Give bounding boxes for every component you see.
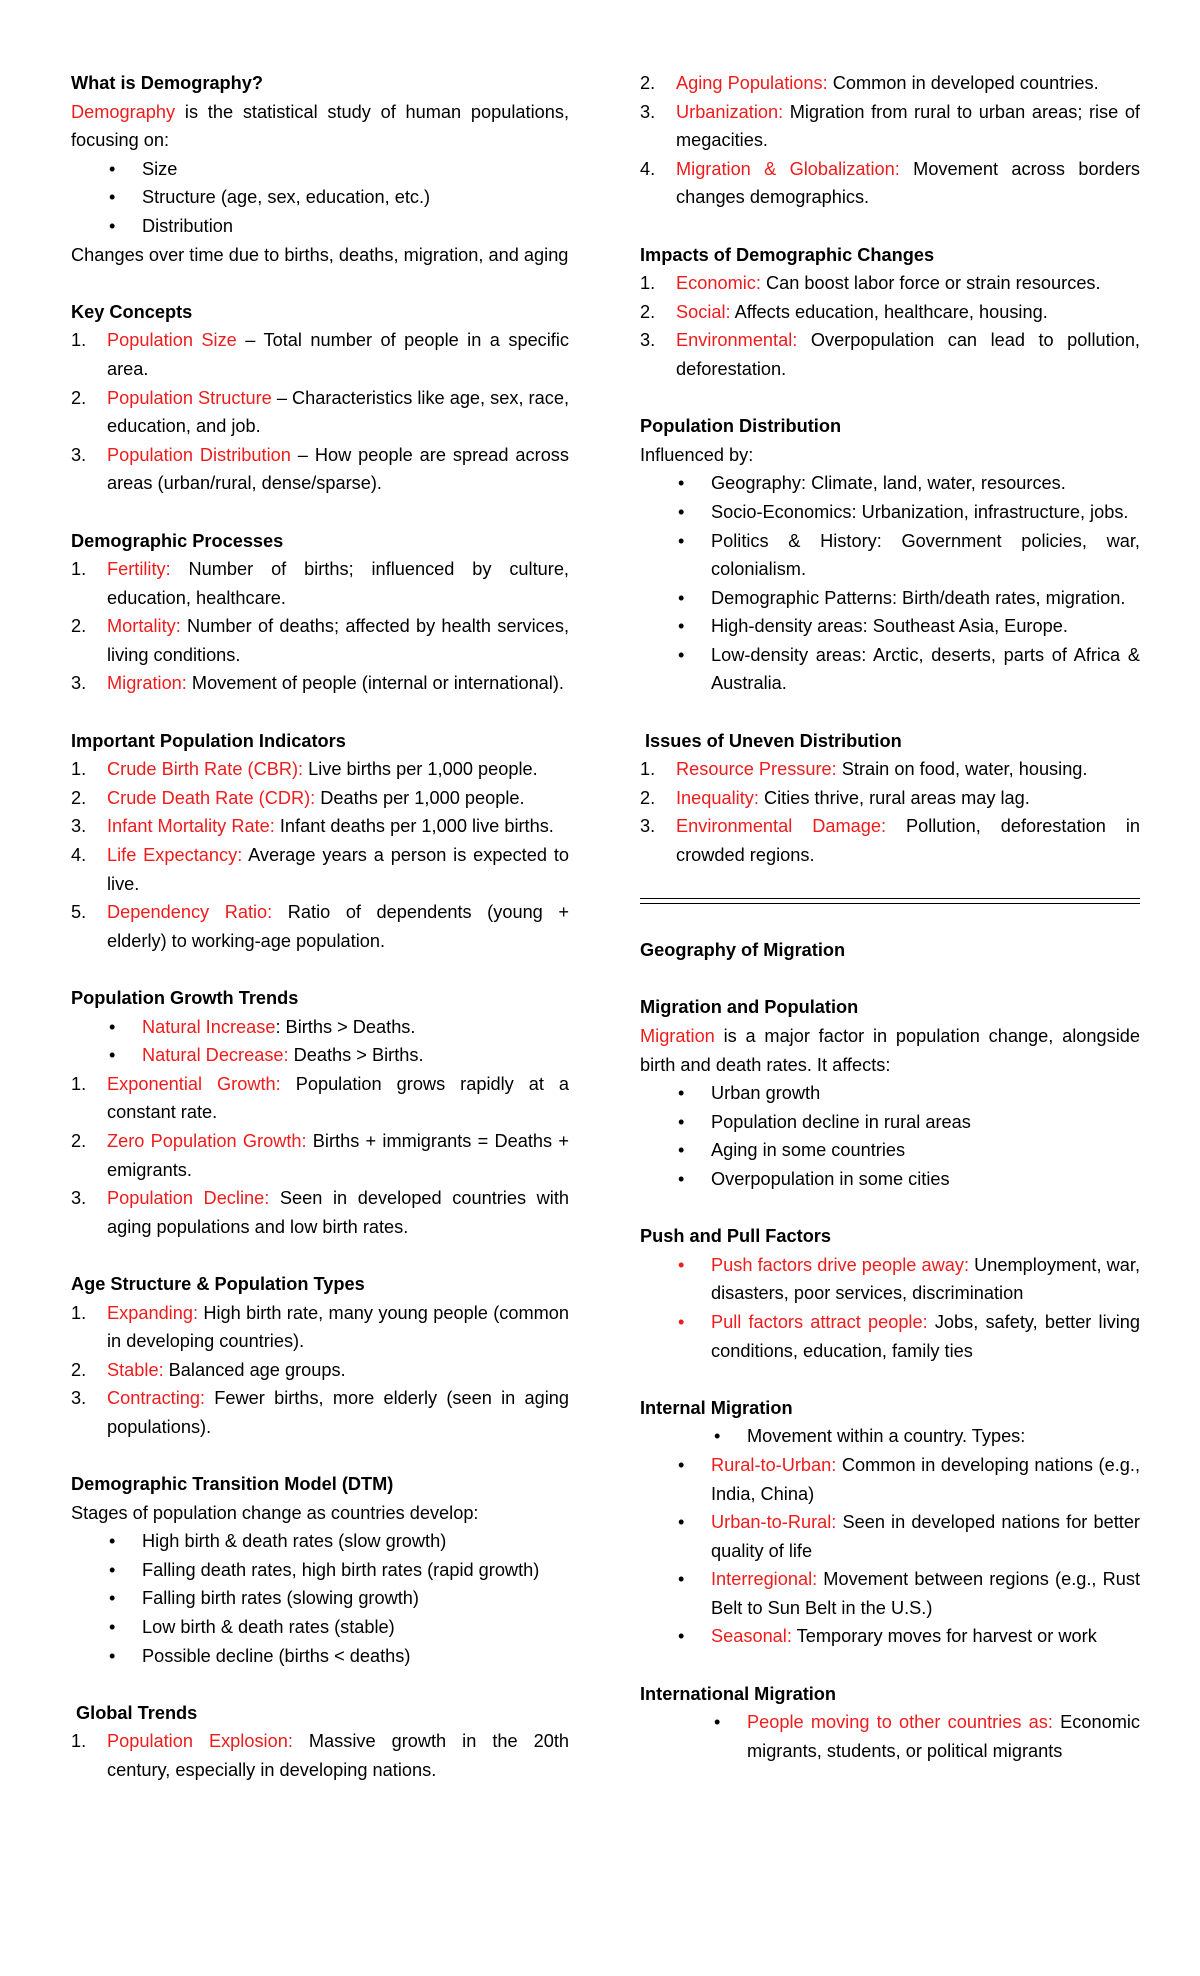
list-item: 2. Aging Populations: Common in developed countries.: [640, 73, 1099, 93]
bullet-icon: •: [678, 1111, 685, 1132]
section-heading: Key Concepts: [71, 301, 193, 322]
bullet-icon: •: [109, 187, 116, 208]
list-item: • Structure (age, sex, education, etc.): [71, 183, 569, 212]
intro-paragraph: Influenced by:: [640, 444, 754, 465]
list-item: 3. Infant Mortality Rate: Infant deaths per 1,000 live births.: [71, 816, 554, 837]
list-item: • Natural Increase: Births > Deaths.: [71, 1013, 569, 1042]
bullet-icon: •: [109, 1617, 116, 1638]
list-item: 1. Fertility: Number of births; influenced by culture, education, healthcare.: [71, 559, 569, 608]
section-heading: Issues of Uneven Distribution: [645, 730, 902, 751]
list-item: • Possible decline (births < deaths): [71, 1642, 569, 1671]
bullet-list: [640, 1251, 1140, 1365]
bullet-icon: •: [714, 1712, 721, 1733]
list-item: • Rural-to-Urban: Common in developing nations (e.g., India, China): [640, 1451, 1140, 1508]
list-item: 1. Economic: Can boost labor force or strain resources.: [640, 273, 1101, 294]
section-age-structure: [71, 1270, 569, 1442]
list-item: • Size: [71, 155, 569, 184]
section-uneven-distribution: [640, 727, 1140, 870]
list-item: 1. Expanding: High birth rate, many young people (common in developing countries).: [71, 1302, 569, 1352]
list-item: • Movement within a country. Types:: [640, 1422, 1140, 1451]
numbered-list: [71, 1727, 569, 1784]
list-item: 4. Life Expectancy: Average years a person is expected to live.: [71, 845, 569, 894]
bullet-icon: •: [678, 1083, 685, 1104]
section-dtm: [71, 1470, 569, 1670]
section-heading: Migration and Population: [640, 997, 859, 1018]
bullet-icon: •: [678, 1311, 685, 1332]
section-heading: Global Trends: [76, 1702, 198, 1723]
intro-paragraph: Stages of population change as countries develop:: [71, 1502, 479, 1523]
section-heading: Population Distribution: [640, 416, 842, 437]
list-item: • Distribution: [71, 212, 569, 241]
list-item: 2. Inequality: Cities thrive, rural areas may lag.: [640, 787, 1030, 808]
bullet-icon: •: [678, 1168, 685, 1189]
list-item: • Urban growth: [640, 1079, 1140, 1108]
intro-paragraph: Migration is a major factor in population change, alongside birth and death rates. It affects:: [640, 1026, 1140, 1075]
bullet-icon: •: [109, 1045, 116, 1066]
list-item: • Push factors drive people away: Unemployment, war, disasters, poor services, discrimination: [640, 1251, 1140, 1308]
numbered-list: [640, 755, 1140, 869]
numbered-list: [71, 1070, 569, 1242]
list-item: 1. Crude Birth Rate (CBR): Live births per 1,000 people.: [71, 759, 538, 780]
section-global-trends: [71, 1699, 569, 1785]
bullet-icon: •: [678, 1140, 685, 1161]
bullet-icon: •: [678, 1569, 685, 1590]
numbered-list: [71, 326, 569, 498]
list-item: 2. Zero Population Growth: Births + immigrants = Deaths + emigrants.: [71, 1130, 569, 1180]
bullet-icon: •: [678, 1626, 685, 1647]
list-item: • Pull factors attract people: Jobs, safety, better living conditions, education, family ties: [640, 1308, 1140, 1365]
bullet-icon: •: [678, 1454, 685, 1475]
bullet-list: [640, 1708, 1140, 1765]
list-item: • Urban-to-Rural: Seen in developed nations for better quality of life: [640, 1508, 1140, 1565]
section-key-concepts: [71, 298, 569, 498]
bullet-icon: •: [109, 1016, 116, 1037]
list-item: 3. Population Decline: Seen in developed countries with aging populations and low birth rates.: [71, 1188, 570, 1237]
section-heading: Geography of Migration: [640, 940, 846, 961]
section-heading: What is Demography?: [71, 73, 263, 93]
term: Migration: [640, 1026, 715, 1046]
list-item: • Natural Decrease: Deaths > Births.: [71, 1041, 569, 1070]
list-item: • Low birth & death rates (stable): [71, 1613, 569, 1642]
double-rule-divider: [640, 898, 1140, 904]
bullet-icon: •: [678, 501, 685, 522]
bullet-list: [71, 1527, 569, 1670]
list-item: 1. Exponential Growth: Population grows rapidly at a constant rate.: [71, 1073, 569, 1123]
bullet-list: [640, 469, 1140, 698]
list-item: 2. Social: Affects education, healthcare, housing.: [640, 301, 1048, 322]
section-impacts: [640, 241, 1140, 384]
list-item: • Interregional: Movement between regions (e.g., Rust Belt to Sun Belt in the U.S.): [640, 1565, 1140, 1622]
list-item: • People moving to other countries as: Economic migrants, students, or political migrants: [640, 1708, 1140, 1765]
bullet-icon: •: [678, 530, 685, 551]
bullet-icon: •: [678, 616, 685, 637]
section-heading: Push and Pull Factors: [640, 1226, 832, 1247]
numbered-list: [71, 1299, 569, 1442]
bullet-icon: •: [109, 1588, 116, 1609]
list-item: 2. Mortality: Number of deaths; affected by health services, living conditions.: [71, 616, 569, 665]
section-internal-migration: [640, 1394, 1140, 1651]
bullet-icon: •: [109, 1531, 116, 1552]
list-item: • Seasonal: Temporary moves for harvest or work: [640, 1622, 1140, 1651]
bullet-list: [71, 155, 569, 241]
section-heading: Internal Migration: [640, 1397, 793, 1418]
list-item: • Aging in some countries: [640, 1136, 1140, 1165]
numbered-list: [71, 755, 569, 955]
term: Demography: [71, 101, 176, 122]
bullet-icon: •: [109, 1559, 116, 1580]
list-item: 4. Migration & Globalization: Movement across borders changes demographics.: [640, 158, 1140, 208]
bullet-list: [640, 1451, 1140, 1651]
list-item: • Geography: Climate, land, water, resources.: [640, 469, 1140, 498]
list-item: • Falling death rates, high birth rates (rapid growth): [71, 1556, 569, 1585]
section-population-indicators: [71, 727, 569, 956]
bullet-icon: •: [714, 1426, 721, 1447]
list-item: 3. Environmental: Overpopulation can lead to pollution, deforestation.: [640, 330, 1140, 379]
section-demographic-processes: [71, 527, 569, 699]
list-item: • Overpopulation in some cities: [640, 1165, 1140, 1194]
list-item: • Population decline in rural areas: [640, 1108, 1140, 1137]
section-push-pull: [640, 1222, 1140, 1365]
bullet-icon: •: [678, 587, 685, 608]
list-item: 3. Contracting: Fewer births, more elderly (seen in aging populations).: [71, 1388, 569, 1437]
section-what-is-demography: [71, 69, 569, 269]
list-item: • Demographic Patterns: Birth/death rates, migration.: [640, 584, 1140, 613]
list-item: • Falling birth rates (slowing growth): [71, 1584, 569, 1613]
numbered-list: [71, 555, 569, 698]
section-heading: Population Growth Trends: [71, 988, 299, 1008]
bullet-icon: •: [678, 1254, 685, 1275]
list-item: 2. Crude Death Rate (CDR): Deaths per 1,000 people.: [71, 787, 525, 808]
list-item: • Politics & History: Government policies, war, colonialism.: [640, 527, 1140, 584]
bullet-icon: •: [678, 644, 685, 665]
bullet-list: [640, 1079, 1140, 1193]
list-item: 5. Dependency Ratio: Ratio of dependents (young + elderly) to working-age population.: [71, 902, 569, 951]
section-heading: Impacts of Demographic Changes: [640, 244, 935, 265]
section-growth-trends: [71, 984, 569, 1241]
section-migration-and-population: [640, 993, 1140, 1193]
list-item: • High-density areas: Southeast Asia, Europe.: [640, 612, 1140, 641]
section-geography-of-migration: [640, 936, 1140, 965]
section-heading: International Migration: [640, 1683, 837, 1704]
bullet-icon: •: [678, 1512, 685, 1533]
list-item: 3. Environmental Damage: Pollution, deforestation in crowded regions.: [640, 816, 1141, 866]
bullet-icon: •: [678, 473, 685, 494]
list-item: 1. Resource Pressure: Strain on food, water, housing.: [640, 759, 1088, 780]
list-item: • High birth & death rates (slow growth): [71, 1527, 569, 1556]
lead-list: [640, 1422, 1140, 1451]
section-global-trends-continued: [640, 69, 1140, 212]
section-heading: Demographic Transition Model (DTM): [71, 1474, 394, 1495]
bullet-icon: •: [109, 158, 116, 179]
section-international-migration: [640, 1680, 1140, 1766]
list-item: 3. Population Distribution – How people are spread across areas (urban/rural, dense/sparse).: [71, 444, 569, 494]
definition-paragraph: Demography is the statistical study of human populations, focusing on:: [71, 101, 569, 151]
right-column: [640, 69, 1140, 1794]
list-item: 3. Urbanization: Migration from rural to urban areas; rise of megacities.: [640, 101, 1140, 151]
numbered-list: [640, 69, 1140, 212]
numbered-list: [640, 269, 1140, 383]
bullet-icon: •: [109, 215, 116, 236]
list-item: 1. Population Size – Total number of people in a specific area.: [71, 330, 569, 379]
list-item: 1. Population Explosion: Massive growth in the 20th century, especially in developing nations.: [71, 1731, 569, 1781]
section-heading: Age Structure & Population Types: [71, 1273, 365, 1294]
bullet-list: [71, 1013, 569, 1070]
list-item: • Socio-Economics: Urbanization, infrastructure, jobs.: [640, 498, 1140, 527]
section-population-distribution: [640, 412, 1140, 698]
section-heading: Important Population Indicators: [71, 730, 346, 751]
bullet-icon: •: [109, 1645, 116, 1666]
list-item: 2. Population Structure – Characteristics like age, sex, race, education, and job.: [71, 387, 569, 437]
left-column: [71, 69, 569, 1813]
closing-paragraph: Changes over time due to births, deaths, migration, and aging: [71, 244, 569, 265]
section-heading: Demographic Processes: [71, 530, 284, 551]
list-item: 3. Migration: Movement of people (internal or international).: [71, 673, 564, 694]
list-item: 2. Stable: Balanced age groups.: [71, 1359, 346, 1380]
list-item: • Low-density areas: Arctic, deserts, parts of Africa & Australia.: [640, 641, 1140, 698]
